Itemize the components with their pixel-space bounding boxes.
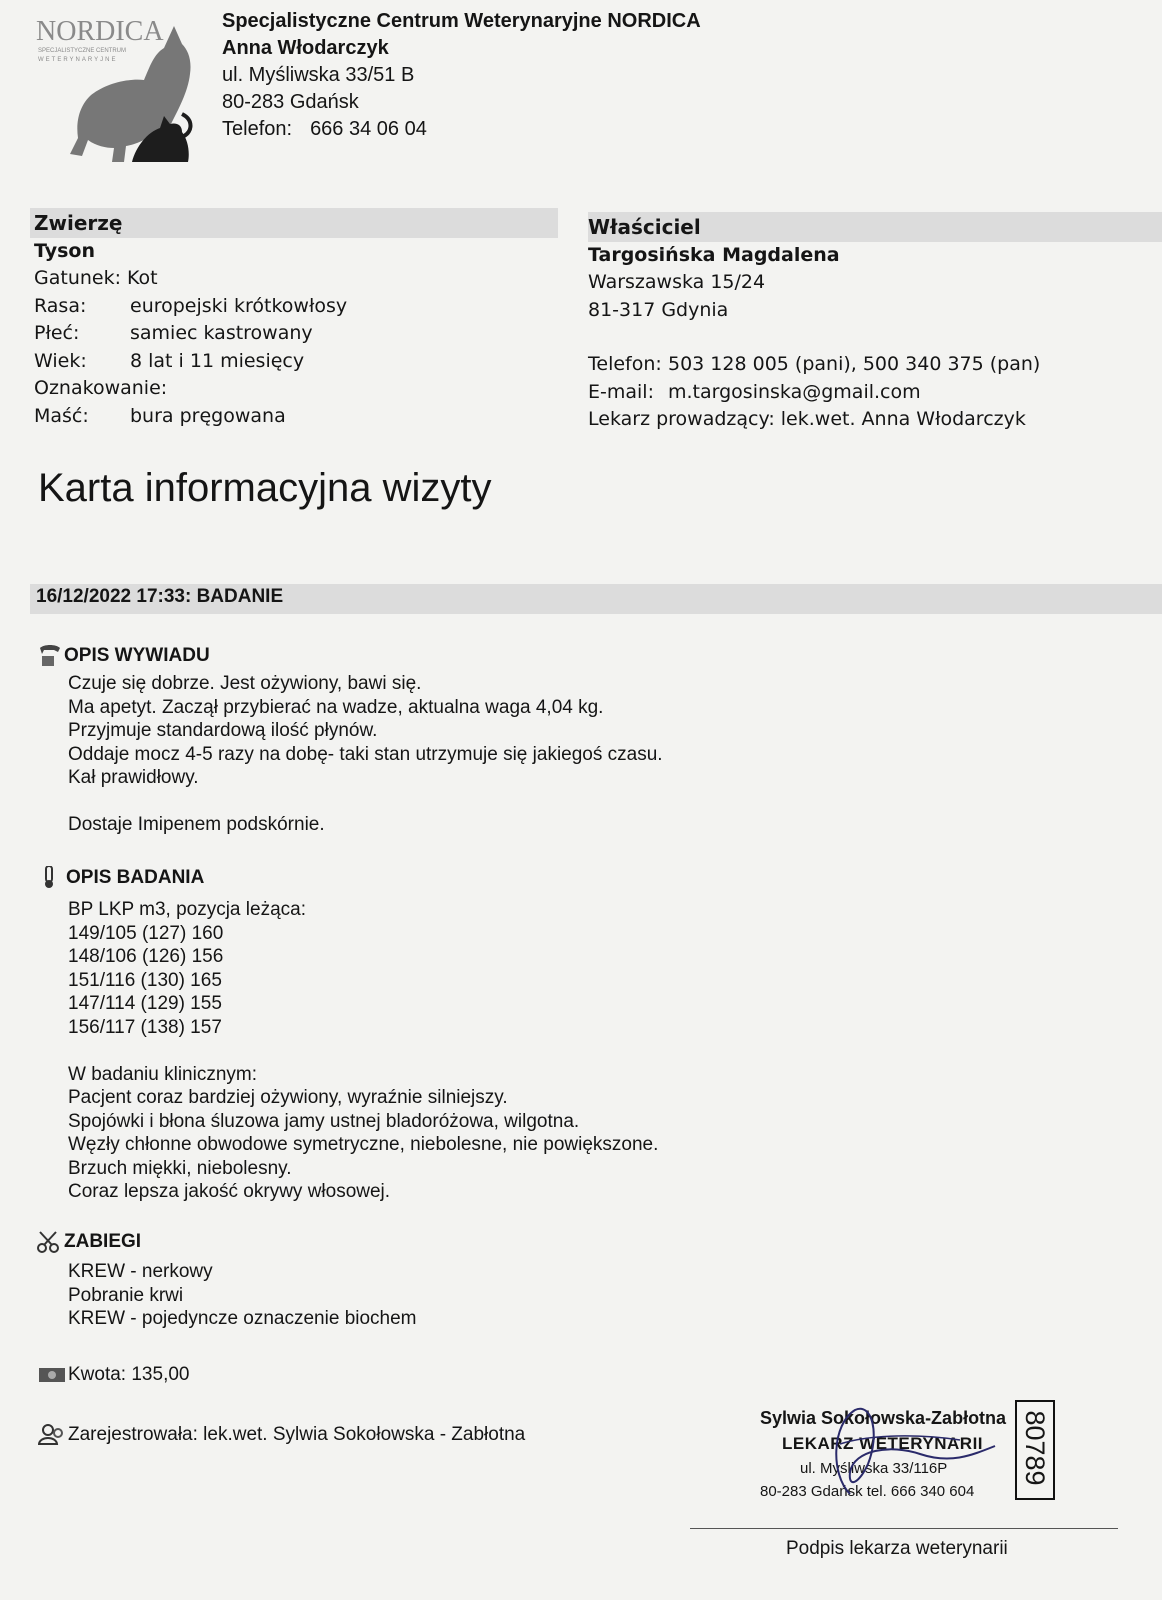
owner-section-title: Właściciel [588, 215, 701, 239]
sex-value: samiec kastrowany [130, 322, 313, 344]
owner-email: m.targosinska@gmail.com [668, 380, 921, 403]
zabiegi-heading-text: ZABIEGI [64, 1231, 142, 1252]
clinic-city: 80-283 Gdańsk [222, 91, 359, 113]
signature-line [690, 1528, 1118, 1529]
species-label: Gatunek: [34, 267, 121, 289]
color-value: bura pręgowana [130, 404, 286, 427]
owner-city: 81-317 Gdynia [588, 298, 729, 321]
attending-doctor: Lekarz prowadzący: lek.wet. Anna Włodarczyk [588, 408, 1026, 430]
zabiegi-text: KREW - nerkowy Pobranie krwi KREW - pojedyncze oznaczenie biochem [68, 1261, 417, 1329]
logo-name: NORDICA [36, 16, 164, 47]
clinic-phone-label: Telefon: [222, 118, 293, 140]
clinic-phone: 666 34 06 04 [310, 118, 427, 140]
age-value: 8 lat i 11 miesięcy [130, 349, 305, 372]
clinic-doctor: Anna Włodarczyk [222, 37, 389, 59]
document-title: Karta informacyjna wizyty [38, 466, 492, 510]
owner-name: Targosińska Magdalena [588, 243, 840, 266]
marking-label: Oznakowanie: [34, 377, 168, 399]
animal-section-title: Zwierzę [34, 211, 123, 235]
breed-value: europejski krótkowłosy [130, 294, 348, 317]
owner-street: Warszawska 15/24 [588, 271, 766, 293]
banknote-icon [38, 1364, 68, 1386]
logo-line1: SPECJALISTYCZNE CENTRUM [38, 48, 127, 54]
color-label: Maść: [34, 404, 89, 427]
clinic-header [222, 8, 701, 143]
registered-text: Zarejestrowała: lek.wet. Sylwia Sokołowska - Zabłotna [68, 1424, 526, 1445]
thermometer-icon [38, 866, 64, 890]
signature-label: Podpis lekarza weterynarii [786, 1538, 1008, 1559]
breed-label: Rasa: [34, 294, 87, 317]
badanie-heading-text: OPIS BADANIA [66, 867, 205, 888]
registered-row [38, 1424, 525, 1446]
wywiad-heading-text: OPIS WYWIADU [64, 645, 210, 666]
stamp-name: Sylwia Sokołowska-Zabłotna [760, 1408, 1007, 1428]
owner-phone: 503 128 005 (pani), 500 340 375 (pan) [668, 353, 1041, 375]
logo-line2: WETERYNARYJNE [38, 57, 118, 63]
phone-icon [36, 644, 62, 668]
owner-email-label: E-mail: [588, 380, 654, 403]
stamp-number: 80789 [1020, 1410, 1050, 1486]
handwritten-signature [810, 1394, 1010, 1504]
users-icon [38, 1424, 68, 1446]
animal-species-row [34, 265, 347, 293]
clinic-name: Specjalistyczne Centrum Weterynaryjne NORDICA [222, 10, 701, 32]
owner-phone-row [588, 351, 1040, 379]
visit-header: 16/12/2022 17:33: BADANIE [36, 586, 284, 607]
owner-phone-label: Telefon: [588, 353, 662, 375]
doctor-stamp [760, 1400, 1060, 1510]
animal-breed-row [34, 293, 347, 321]
animal-name: Tyson [34, 239, 95, 262]
clinic-phone-row [222, 116, 701, 143]
clinic-logo [32, 14, 202, 174]
badanie-text: BP LKP m3, pozycja leżąca: 149/105 (127) 160 148/106 (126) 156 151/116 (130) 165 147/114 (129) 155 156/117 (138) 157 W badaniu klinicznym: Pacjent coraz bardziej ożywiony, wyraźnie silniejszy. Spojówki i błona śluzowa jamy ustnej bladoróżowa, wilgotna. Węzły chłonne obwodowe symetryczne, niebolesne, nie powiększone. Brzuch miękki, niebolesny. Coraz lepsza jakość okrywy włosowej. [68, 899, 659, 1202]
sex-label: Płeć: [34, 322, 80, 344]
scissors-icon [36, 1230, 62, 1254]
stamp-title: LEKARZ WETERYNARII [782, 1434, 984, 1453]
age-label: Wiek: [34, 349, 87, 372]
amount-text: Kwota: 135,00 [68, 1364, 190, 1385]
animal-sex-row [34, 320, 347, 348]
wywiad-text: Czuje się dobrze. Jest ożywiony, bawi się. Ma apetyt. Zaczął przybierać na wadze, aktualna waga 4,04 kg. Przyjmuje standardową ilość płynów. Oddaje mocz 4-5 razy na dobę- taki stan utrzymuje się jakiegoś czasu. Kał prawidłowy. Dostaje Imipenem podskórnie. [68, 673, 663, 835]
species-value: Kot [127, 267, 158, 289]
zabiegi-heading [36, 1230, 141, 1254]
amount-row [38, 1364, 189, 1386]
owner-info [588, 214, 1040, 434]
animal-age-row [34, 348, 347, 376]
animal-info [34, 210, 347, 430]
animal-color-row [34, 403, 347, 431]
animal-marking-row [34, 375, 347, 403]
clinic-street: ul. Myśliwska 33/51 B [222, 64, 415, 86]
badanie-heading [38, 866, 204, 890]
owner-email-row [588, 379, 1040, 407]
stamp-city: 80-283 Gdańsk tel. 666 340 604 [760, 1483, 975, 1496]
wywiad-heading [36, 644, 210, 668]
stamp-street: ul. Myśliwska 33/116P [800, 1460, 948, 1477]
